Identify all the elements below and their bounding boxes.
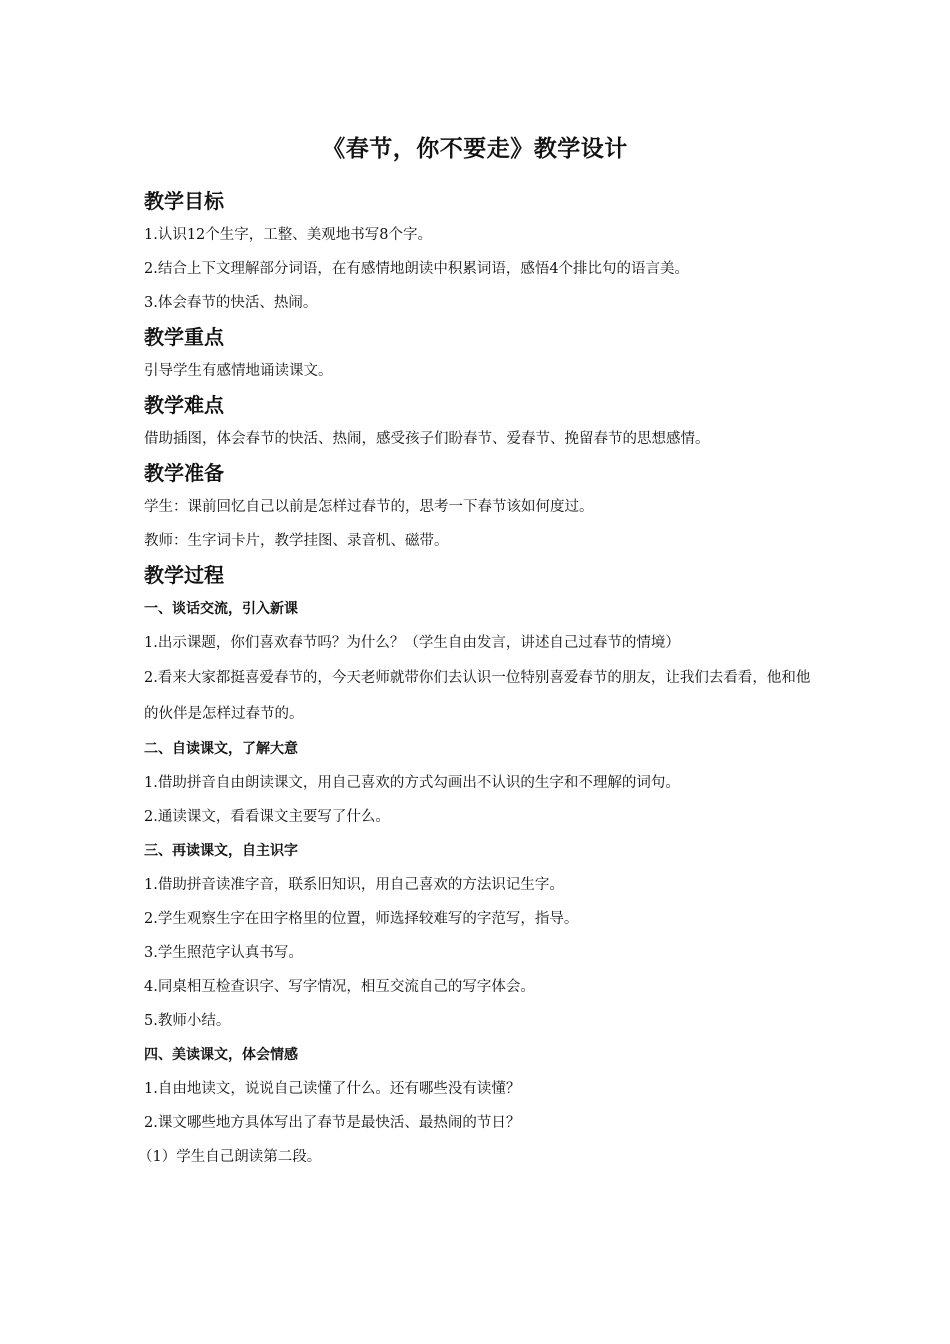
process-section-title: 一、谈话交流，引入新课 <box>144 601 298 617</box>
process-item: 1.借助拼音自由朗读课文，用自己喜欢的方式勾画出不认识的生字和不理解的词句。 <box>144 775 680 791</box>
prep-item: 教师：生字词卡片，教学挂图、录音机、磁带。 <box>144 533 449 549</box>
process-item: 3.学生照范字认真书写。 <box>144 945 303 961</box>
key-points-text: 引导学生有感情地诵读课文。 <box>144 363 333 379</box>
prep-item: 学生：课前回忆自己以前是怎样过春节的，思考一下春节该如何度过。 <box>144 499 594 515</box>
process-item: 2.学生观察生字在田字格里的位置，师选择较难写的字范写，指导。 <box>144 911 579 927</box>
heading-key-points: 教学重点 <box>144 325 224 349</box>
heading-difficulty: 教学难点 <box>144 393 224 417</box>
goal-item: 2.结合上下文理解部分词语，在有感情地朗读中积累词语，感悟4个排比句的语言美。 <box>144 261 690 277</box>
difficulty-text: 借助插图，体会春节的快活、热闹，感受孩子们盼春节、爱春节、挽留春节的思想感情。 <box>144 431 710 447</box>
process-section-title: 四、美读课文，体会情感 <box>144 1047 298 1063</box>
process-item: （1）学生自己朗读第二段。 <box>138 1149 322 1165</box>
process-item: 1.出示课题，你们喜欢春节吗？为什么？（学生自由发言，讲述自己过春节的情境） <box>144 635 680 651</box>
process-item: 4.同桌相互检查识字、写字情况，相互交流自己的写字体会。 <box>144 979 535 995</box>
process-item: 2.课文哪些地方具体写出了春节是最快活、最热闹的节日？ <box>144 1115 521 1131</box>
heading-preparation: 教学准备 <box>144 461 224 485</box>
process-item: 2.通读课文，看看课文主要写了什么。 <box>144 809 390 825</box>
process-section-title: 三、再读课文，自主识字 <box>144 843 298 859</box>
document-body <box>138 184 814 1174</box>
process-item: 1.自由地读文，说说自己读懂了什么。还有哪些没有读懂？ <box>144 1081 521 1097</box>
goal-item: 1.认识12个生字，工整、美观地书写8个字。 <box>144 227 433 243</box>
process-item: 2.看来大家都挺喜爱春节的，今天老师就带你们去认识一位特别喜爱春节的朋友，让我们去看看，他和他的伙伴是怎样过春节的。 <box>144 670 811 722</box>
goal-item: 3.体会春节的快活、热闹。 <box>144 295 318 311</box>
process-section-title: 二、自读课文，了解大意 <box>144 741 298 757</box>
heading-process: 教学过程 <box>144 563 224 587</box>
document-title: 《春节，你不要走》教学设计 <box>322 136 628 162</box>
process-item: 5.教师小结。 <box>144 1013 231 1029</box>
process-item: 1.借助拼音读准字音，联系旧知识，用自己喜欢的方法识记生字。 <box>144 877 564 893</box>
heading-goals: 教学目标 <box>144 189 224 213</box>
